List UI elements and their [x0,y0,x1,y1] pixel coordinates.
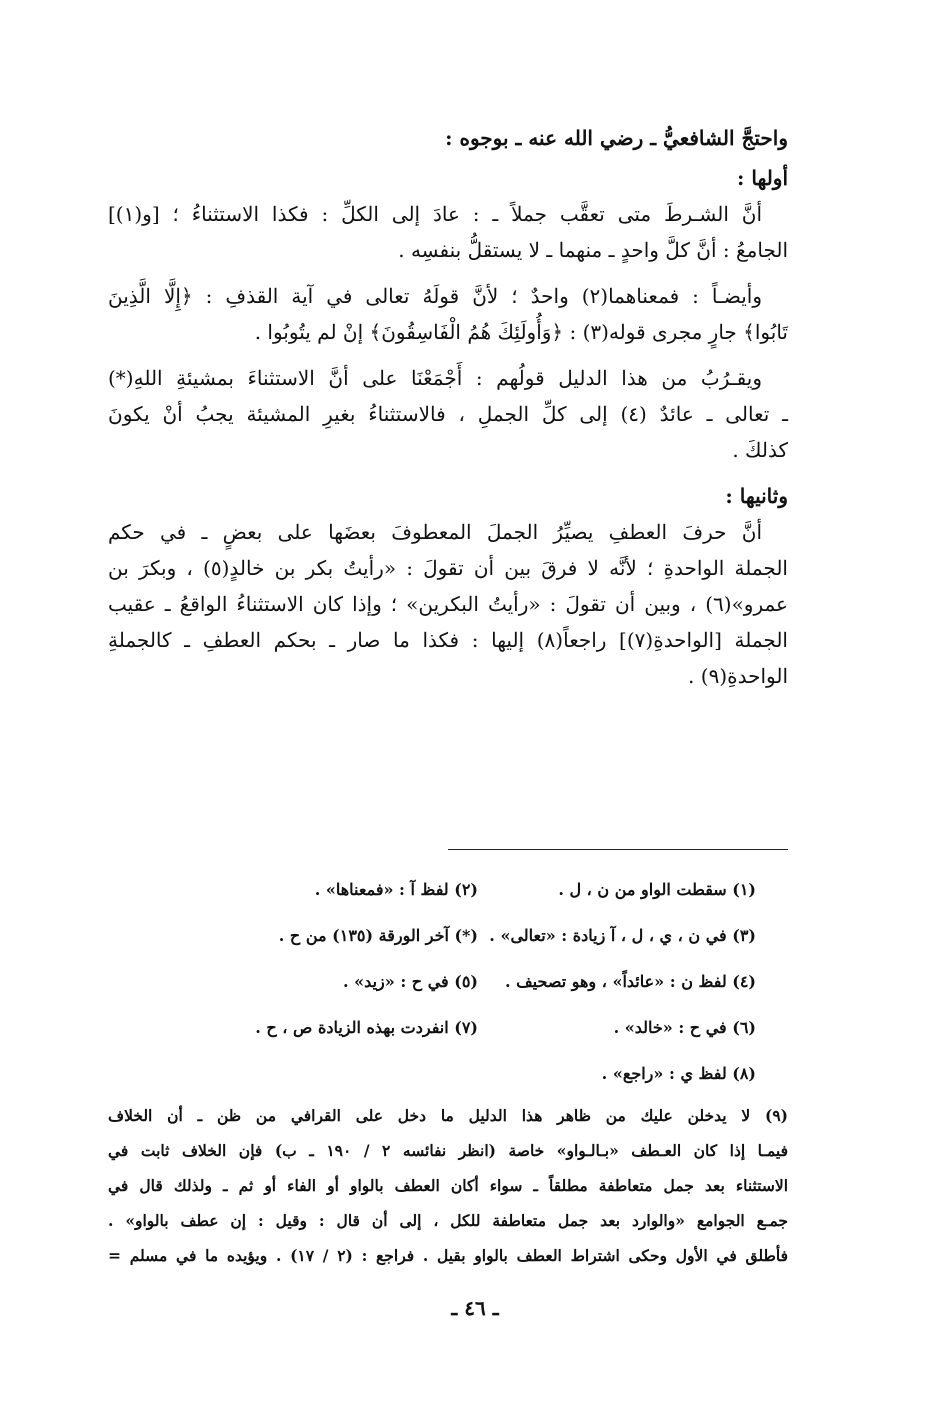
text-line: الجامعُ : أنَّ كلَّ واحدٍ ـ منهما ـ لا يستقلُّ بنفسِه . [398,238,788,262]
footnote: (٢) لفظ آ : «فمعناها» . [314,879,478,899]
heading-first: أولها : [737,166,788,190]
footnote: (٤) لفظ ن : «عائداً» ، وهو تصحيف . [504,971,756,991]
footnote-row [200,1004,756,1050]
note-line: فأطلق في الأول وحكى اشتراط العطف بالواو بقيل . فراجع : (٢ / ١٧) . ويؤيده ما في مسلم = [108,1246,788,1265]
note-line: فيمـا إذا كان العـطف «بـالـواو» خاصة (انظر نفائسه ٢ / ١٩٠ ـ ب) فإن الخلاف ثابت في [108,1141,788,1160]
heading-second: وثانيها : [725,484,788,508]
main-text [108,120,788,704]
footnote: (٣) في ن ، ي ، ل ، آ زيادة : «تعالى» . [489,925,756,945]
text-line: الجملة [الواحدةِ(٧)] راجعاً(٨) إليها : فكذا ما صار ـ بحكم العطفِ ـ كالجملةِ [108,628,788,652]
text-line: تَابُوا﴾ جارٍ مجرى قوله(٣) : ﴿وَأُولَئِكَ هُمُ الْفَاسِقُونَ﴾ إنْ لم يتُوبُوا . [254,320,788,344]
paragraph-1 [108,196,788,268]
text-line: ويقـرُبُ من هذا الدليل قولُهم : أَجْمَعْنَا على أنَّ الاستثناءَ بمشيئةِ اللهِ(*) [108,366,762,390]
text-line: ـ تعالى ـ عائدٌ (٤) إلى كلِّ الجملِ ، فالاستثناءُ بغيرِ المشيئة يجبُ أنْ يكونَ [108,402,788,426]
text-line: كذلكَ . [732,438,788,462]
paragraph-2 [108,278,788,350]
footnote: (*) آخر الورقة (١٣٥) من ح . [278,925,478,945]
footnote: (٦) في ح : «خالد» . [613,1017,756,1037]
note-line: جمـع الجوامع «والوارد بعد جمل متعاطفة للكل ، إلى أن قال : وقيل : إن عطف بالواو» . [108,1211,788,1230]
footnote-row [200,866,756,912]
page-number: ـ ٤٦ ـ [451,1296,499,1320]
note-line: الاستثناء بعد جمل متعاطفة مطلقاً ـ سواء أكان العطف بالواو أو الفاء أو ثم ـ ولذلك قال في [108,1176,788,1195]
footnote-9 [108,1098,788,1273]
footnote-separator [448,849,788,850]
text-line: أنَّ الشـرطَ متى تعقَّب جملاً ـ : عادَ إلى الكلِّ : فكذا الاستثناءُ ؛ [و(١)] [108,202,762,226]
footnote: (٧) انفردت بهذه الزيادة ص ، ح . [255,1017,478,1037]
footnote: (٥) في ح : «زيد» . [343,971,478,991]
paragraph-3 [108,360,788,468]
footnote: (١) سقطت الواو من ن ، ل . [558,879,756,899]
footnotes [200,866,756,1096]
footnote-row [200,1050,756,1096]
note-line: (٩) لا يدخلن عليك من ظاهر هذا الدليل ما دخل على القرافي من ظن ـ أن الخلاف [108,1106,788,1125]
text-line: الجملة الواحدةِ ؛ لأنَّه لا فرقَ بين أن تقولَ : «رأيتُ بكر بن خالدٍ(٥) ، وبكرَ بن [108,556,788,580]
text-line: الواحدةِ(٩) . [688,664,788,688]
text-line: أنَّ حرفَ العطفِ يصيِّرُ الجملَ المعطوفَ بعضَها على بعضٍ ـ في حكم [108,520,762,544]
intro-line: واحتجَّ الشافعيُّ ـ رضي الله عنه ـ بوجوه : [445,126,788,150]
footnote: (٨) لفظ ي : «راجع» . [601,1063,756,1083]
text-line: وأيضـاً : فمعناهما(٢) واحدٌ ؛ لأنَّ قولَهُ تعالى في آية القذفِ : ﴿إِلَّا الَّذِينَ [108,284,762,308]
footnote-row [200,958,756,1004]
footnote-row [200,912,756,958]
text-line: عمرو»(٦) ، وبين أن تقولَ : «رأيتُ البكرين» ؛ وإذا كان الاستثناءُ الواقعُ ـ عقيب [108,592,788,616]
paragraph-4 [108,514,788,694]
